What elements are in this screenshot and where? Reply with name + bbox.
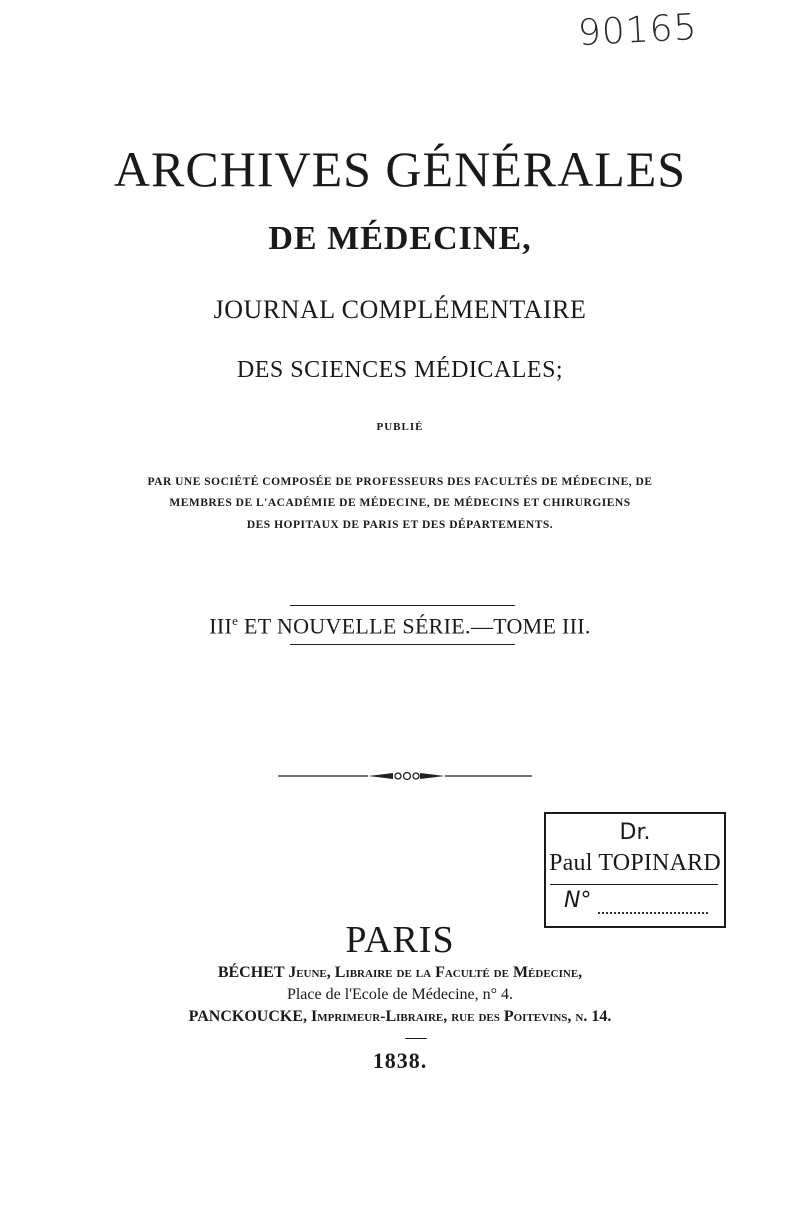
- stamp-number-label: N°: [564, 888, 592, 913]
- imprint-publisher-2: PANCKOUCKE, Imprimeur-Libraire, rue des Poitevins, n. 14.: [188, 1008, 612, 1025]
- ornament-dot: [395, 773, 401, 779]
- publie-label: PUBLIÉ: [376, 421, 424, 433]
- ornament-divider: [0, 764, 800, 788]
- year-rule: [405, 1038, 427, 1039]
- stamp-number-blank: [598, 912, 708, 914]
- series-rule-top: [290, 605, 515, 606]
- ornament-dot: [413, 773, 419, 779]
- journal-field: DES SCIENCES MÉDICALES;: [236, 357, 564, 383]
- series-rule-bottom: [290, 644, 515, 645]
- journal-description: JOURNAL COMPLÉMENTAIRE: [213, 295, 587, 324]
- series-number: III: [209, 613, 233, 639]
- journal-title: ARCHIVES GÉNÉRALES: [113, 141, 687, 197]
- series-superscript: e: [232, 613, 239, 628]
- handwritten-shelfmark: 90165: [577, 6, 699, 55]
- journal-subtitle: DE MÉDECINE,: [268, 220, 532, 257]
- ornament-wedge-left: [368, 773, 393, 779]
- stamp-divider: [550, 884, 718, 885]
- imprint-year: 1838.: [372, 1048, 428, 1073]
- authors-line-2: MEMBRES DE L'ACADÉMIE DE MÉDECINE, DE MÉDECINS ET CHIRURGIENS: [169, 497, 631, 509]
- stamp-owner-name: Paul TOPINARD: [549, 850, 721, 876]
- ornament-wedge-right: [420, 773, 445, 779]
- authors-line-3: DES HOPITAUX DE PARIS ET DES DÉPARTEMENTS.: [246, 519, 554, 531]
- imprint-address: Place de l'Ecole de Médecine, n° 4.: [286, 986, 514, 1003]
- ornament-dot: [404, 773, 411, 780]
- authors-line-1: PAR UNE SOCIÉTÉ COMPOSÉE DE PROFESSEURS DES FACULTÉS DE MÉDECINE, DE: [147, 476, 653, 488]
- ownership-stamp: [544, 812, 726, 928]
- series-text: ET NOUVELLE SÉRIE.—TOME III.: [238, 613, 591, 639]
- stamp-title: Dr.: [619, 820, 651, 845]
- imprint-publisher-1: BÉCHET Jeune, Libraire de la Faculté de Médecine,: [217, 964, 583, 981]
- imprint-city: PARIS: [345, 919, 455, 961]
- series-label: [0, 613, 800, 639]
